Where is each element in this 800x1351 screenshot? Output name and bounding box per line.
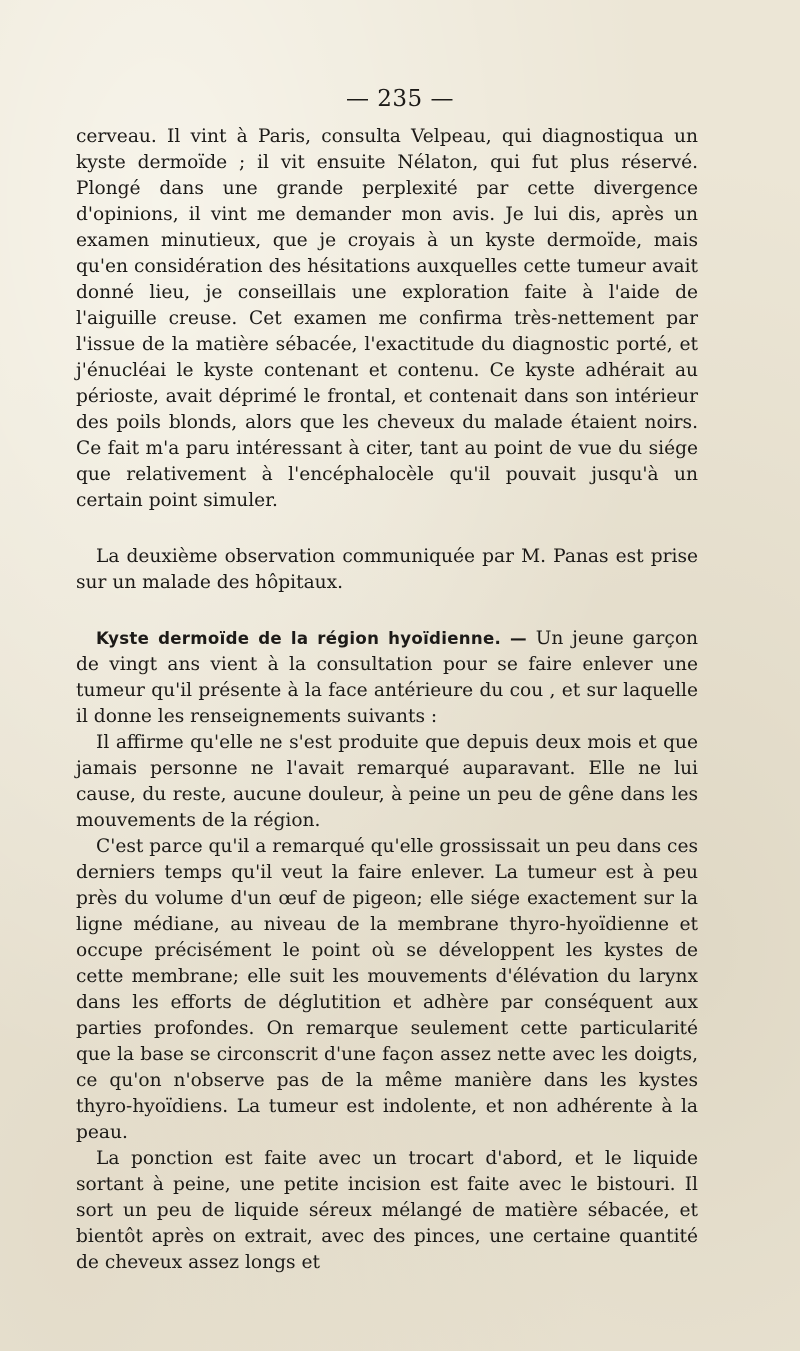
paragraph-puncture: La ponction est faite avec un trocart d'abord, et le liquide sortant à peine, une petite incision est faite avec le bistouri. Il sort un peu de liquide séreux mélangé de matière sébacée, et bientôt après on extrait, avec des pinces, une certaine quantité de cheveux assez longs et <box>76 1148 698 1273</box>
case-heading: Kyste dermoïde de la région hyoïdienne. — <box>96 629 527 648</box>
paragraph-case-heading <box>76 626 698 730</box>
paragraph-continuation: cerveau. Il vint à Paris, consulta Velpeau, qui diagnostiqua un kyste dermoïde ; il vit ensuite Nélaton, qui fut plus réservé. Plongé dans une grande perplexité par cette divergence d'opinions, il vint me demander mon avis. Je lui dis, après un examen minutieux, que je croyais à un kyste dermoïde, mais qu'en considération des hésitations auxquelles cette tumeur avait donné lieu, je conseillais une exploration faite à l'aide de l'aiguille creuse. Cet examen me confirma très-nettement par l'issue de la matière sébacée, l'exactitude du diagnostic porté, et j'énucléai le kyste contenant et contenu. Ce kyste adhérait au périoste, avait déprimé le frontal, et contenait dans son intérieur des poils blonds, alors que les cheveux du malade étaient noirs. Ce fait m'a paru intéressant à citer, tant au point de vue du siége que relativement à l'encéphalocèle qu'il pouvait jusqu'à un certain point simuler. <box>76 126 698 511</box>
body-text <box>76 124 698 1276</box>
case-intro-text: Un jeune garçon de vingt ans vient à la consultation pour se faire enlever une tumeur qu'il présente à la face antérieure du cou , et sur laquelle il donne les renseignements suivants : <box>76 628 698 727</box>
page-number: — 235 — <box>345 86 455 112</box>
paragraph-patient-statement: Il affirme qu'elle ne s'est produite que depuis deux mois et que jamais personne ne l'avait remarqué auparavant. Elle ne lui cause, du reste, aucune douleur, à peine un peu de gêne dans les mouvements de la région. <box>76 732 698 831</box>
paragraph-second-observation: La deuxième observation communiquée par M. Panas est prise sur un malade des hôpitaux. <box>76 546 698 593</box>
paragraph-tumor-description: C'est parce qu'il a remarqué qu'elle grossissait un peu dans ces derniers temps qu'il veut la faire enlever. La tumeur est à peu près du volume d'un œuf de pigeon; elle siége exactement sur la ligne médiane, au niveau de la membrane thyro-hyoïdienne et occupe précisément le point où se développent les kystes de cette membrane; elle suit les mouvements d'élévation du larynx dans les efforts de déglutition et adhère par conséquent aux parties profondes. On remarque seulement cette particularité que la base se circonscrit d'une façon assez nette avec les doigts, ce qu'on n'observe pas de la même manière dans les kystes thyro-hyoïdiens. La tumeur est indolente, et non adhérente à la peau. <box>76 836 698 1143</box>
